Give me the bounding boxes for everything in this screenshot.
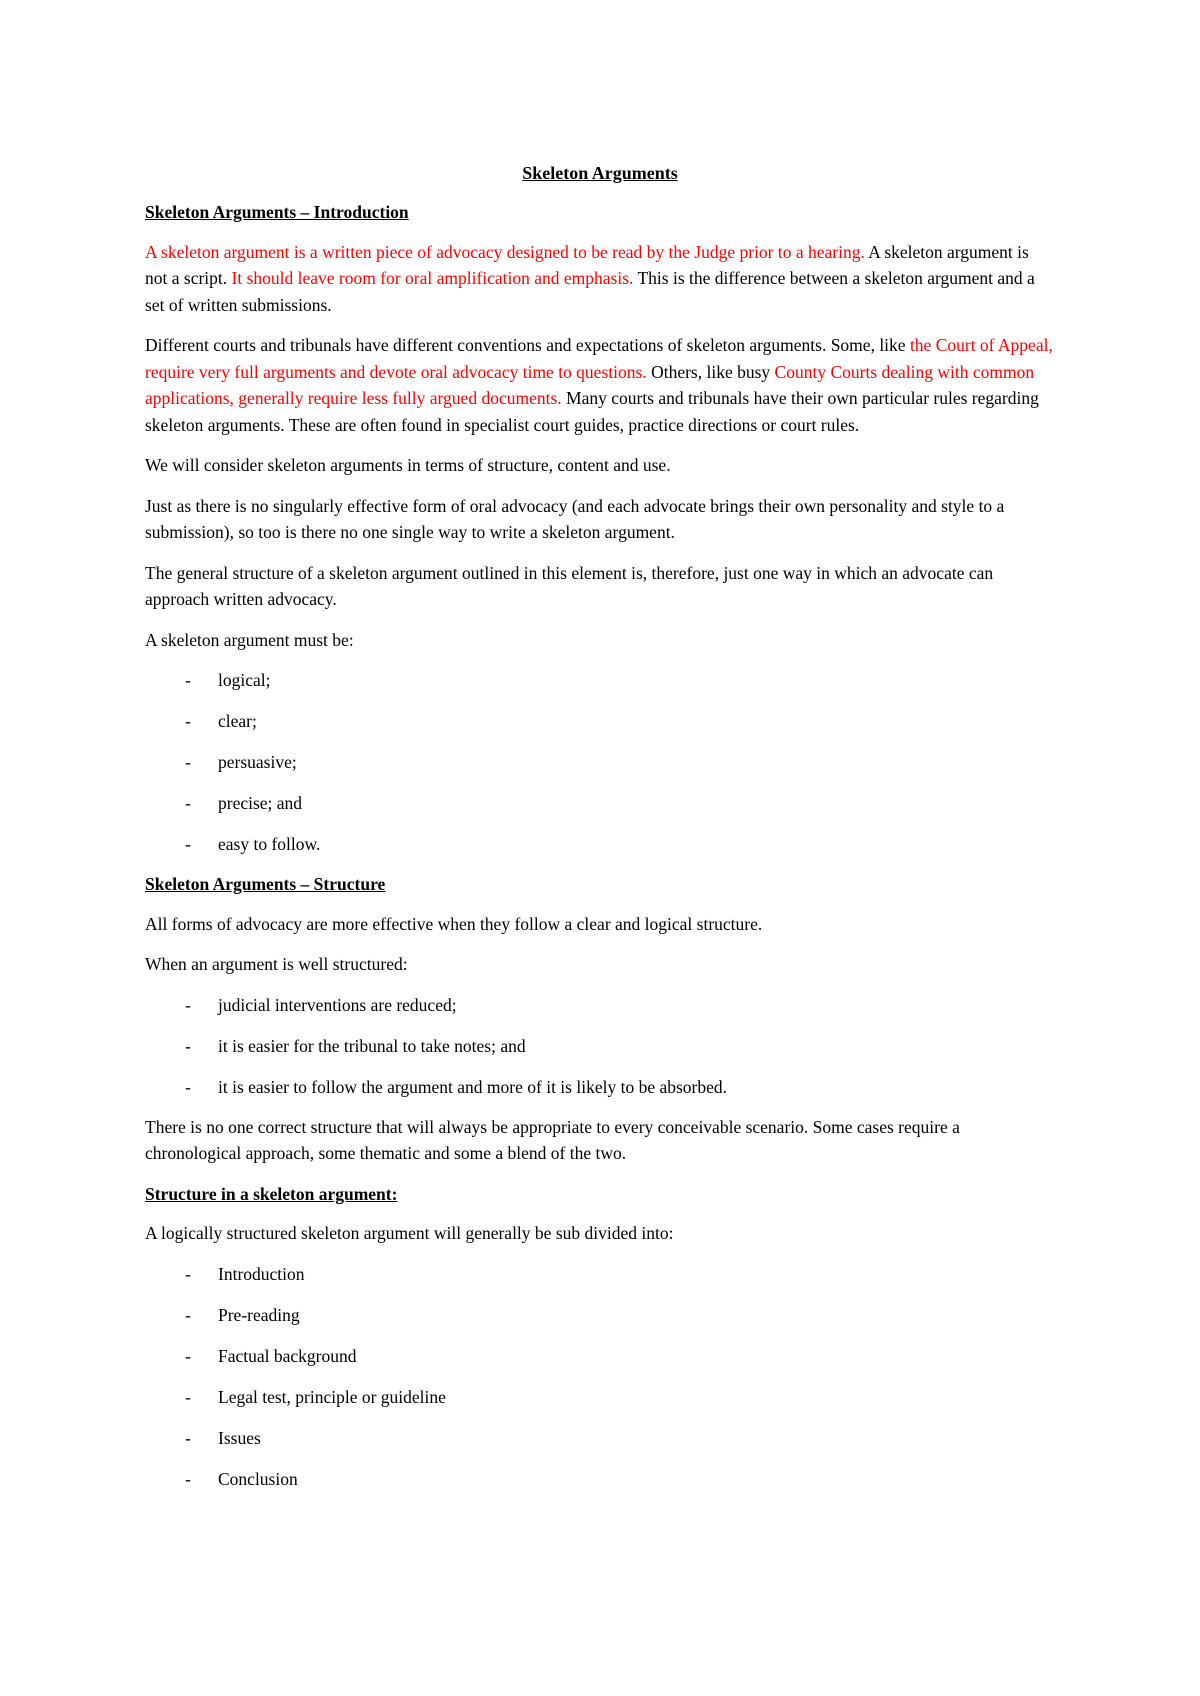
heading-structure: Skeleton Arguments – Structure (145, 874, 386, 894)
list-item (145, 667, 1055, 693)
dash-marker: - (185, 1427, 191, 1448)
page-title: Skeleton Arguments (522, 163, 678, 183)
intro-p2-run-2: Others, like busy (646, 361, 775, 382)
dash-marker: - (185, 793, 191, 813)
dash-marker: - (185, 1035, 191, 1056)
list-item-text: Issues (218, 1427, 261, 1448)
dash-marker: - (185, 834, 191, 854)
intro-p1-run-1: A skeleton argument is not a script. (145, 241, 1029, 288)
structure-paragraph-1: All forms of advocacy are more effective when they follow a clear and logical structure. (145, 913, 763, 934)
intro-p2-run-1: the Court of Appeal, require very full arguments and devote oral advocacy time to questions. (145, 335, 1053, 382)
list-item-text: easy to follow. (218, 834, 321, 854)
list-item-text: logical; (218, 670, 271, 690)
list-item (145, 1384, 1055, 1410)
list-item-text: Introduction (218, 1263, 305, 1284)
intro-paragraph-5: The general structure of a skeleton argument outlined in this element is, therefore, just one way in which an advocate can approach written advocacy. (145, 562, 994, 609)
dash-marker: - (185, 752, 191, 772)
intro-p1-run-0: A skeleton argument is a written piece of advocacy designed to be read by the Judge prior to a hearing. (145, 241, 865, 262)
list-item (145, 708, 1055, 734)
intro-p1-run-2: It should leave room for oral amplification and emphasis. (231, 268, 634, 288)
list-item (145, 1033, 1055, 1059)
dash-marker: - (185, 670, 191, 690)
parts-list (145, 1261, 1055, 1492)
structure-in-paragraph-1: A logically structured skeleton argument will generally be sub divided into: (145, 1223, 674, 1243)
intro-paragraph-1 (145, 239, 1055, 319)
list-item (145, 1074, 1055, 1100)
list-item-text: it is easier to follow the argument and more of it is likely to be absorbed. (218, 1076, 728, 1097)
list-item (145, 749, 1055, 775)
dash-marker: - (185, 1468, 191, 1489)
dash-marker: - (185, 1263, 191, 1284)
heading-structure-in-skeleton: Structure in a skeleton argument: (145, 1183, 398, 1204)
list-item-text: Factual background (218, 1345, 357, 1366)
dash-marker: - (185, 711, 191, 731)
benefits-list (145, 992, 1055, 1100)
intro-paragraph-3: We will consider skeleton arguments in terms of structure, content and use. (145, 455, 671, 475)
dash-marker: - (185, 994, 191, 1015)
list-item (145, 992, 1055, 1018)
list-item (145, 1425, 1055, 1451)
intro-paragraph-4: Just as there is no singularly effective form of oral advocacy (and each advocate brings their own personality and style to a submission), so too is there no one single way to write a skeleton argument. (145, 495, 1005, 542)
intro-paragraph-6: A skeleton argument must be: (145, 629, 354, 650)
list-item-text: Pre-reading (218, 1304, 300, 1325)
intro-p2-run-4: Many courts and tribunals have their own particular rules regarding skeleton arguments. These are often found in specialist court guides, practice directions or court rules. (145, 388, 1039, 435)
list-item (145, 1261, 1055, 1287)
list-item-text: Legal test, principle or guideline (218, 1386, 446, 1407)
list-item-text: Conclusion (218, 1468, 298, 1489)
intro-p1-run-3: This is the difference between a skeleton argument and a set of written submissions. (145, 268, 1035, 315)
list-item (145, 1302, 1055, 1328)
list-item (145, 790, 1055, 816)
intro-p2-run-0: Different courts and tribunals have different conventions and expectations of skeleton arguments. Some, like (145, 335, 910, 355)
structure-paragraph-3: There is no one correct structure that will always be appropriate to every conceivable scenario. Some cases require a chronological approach, some thematic and some a blend of the two. (145, 1116, 960, 1163)
list-item (145, 1343, 1055, 1369)
list-item-text: persuasive; (218, 752, 297, 772)
list-item-text: it is easier for the tribunal to take notes; and (218, 1035, 526, 1056)
list-item-text: clear; (218, 711, 257, 731)
list-item (145, 831, 1055, 857)
dash-marker: - (185, 1076, 191, 1097)
list-item-text: judicial interventions are reduced; (218, 994, 457, 1015)
heading-introduction: Skeleton Arguments – Introduction (145, 202, 409, 222)
dash-marker: - (185, 1304, 191, 1325)
structure-paragraph-2: When an argument is well structured: (145, 954, 408, 974)
intro-p2-run-3: County Courts dealing with common applications, generally require less fully argued documents. (145, 361, 1035, 408)
dash-marker: - (185, 1386, 191, 1407)
dash-marker: - (185, 1345, 191, 1366)
document-page (145, 160, 1055, 1506)
intro-paragraph-2 (145, 332, 1055, 438)
list-item-text: precise; and (218, 793, 303, 813)
list-item (145, 1466, 1055, 1492)
must-be-list (145, 667, 1055, 857)
